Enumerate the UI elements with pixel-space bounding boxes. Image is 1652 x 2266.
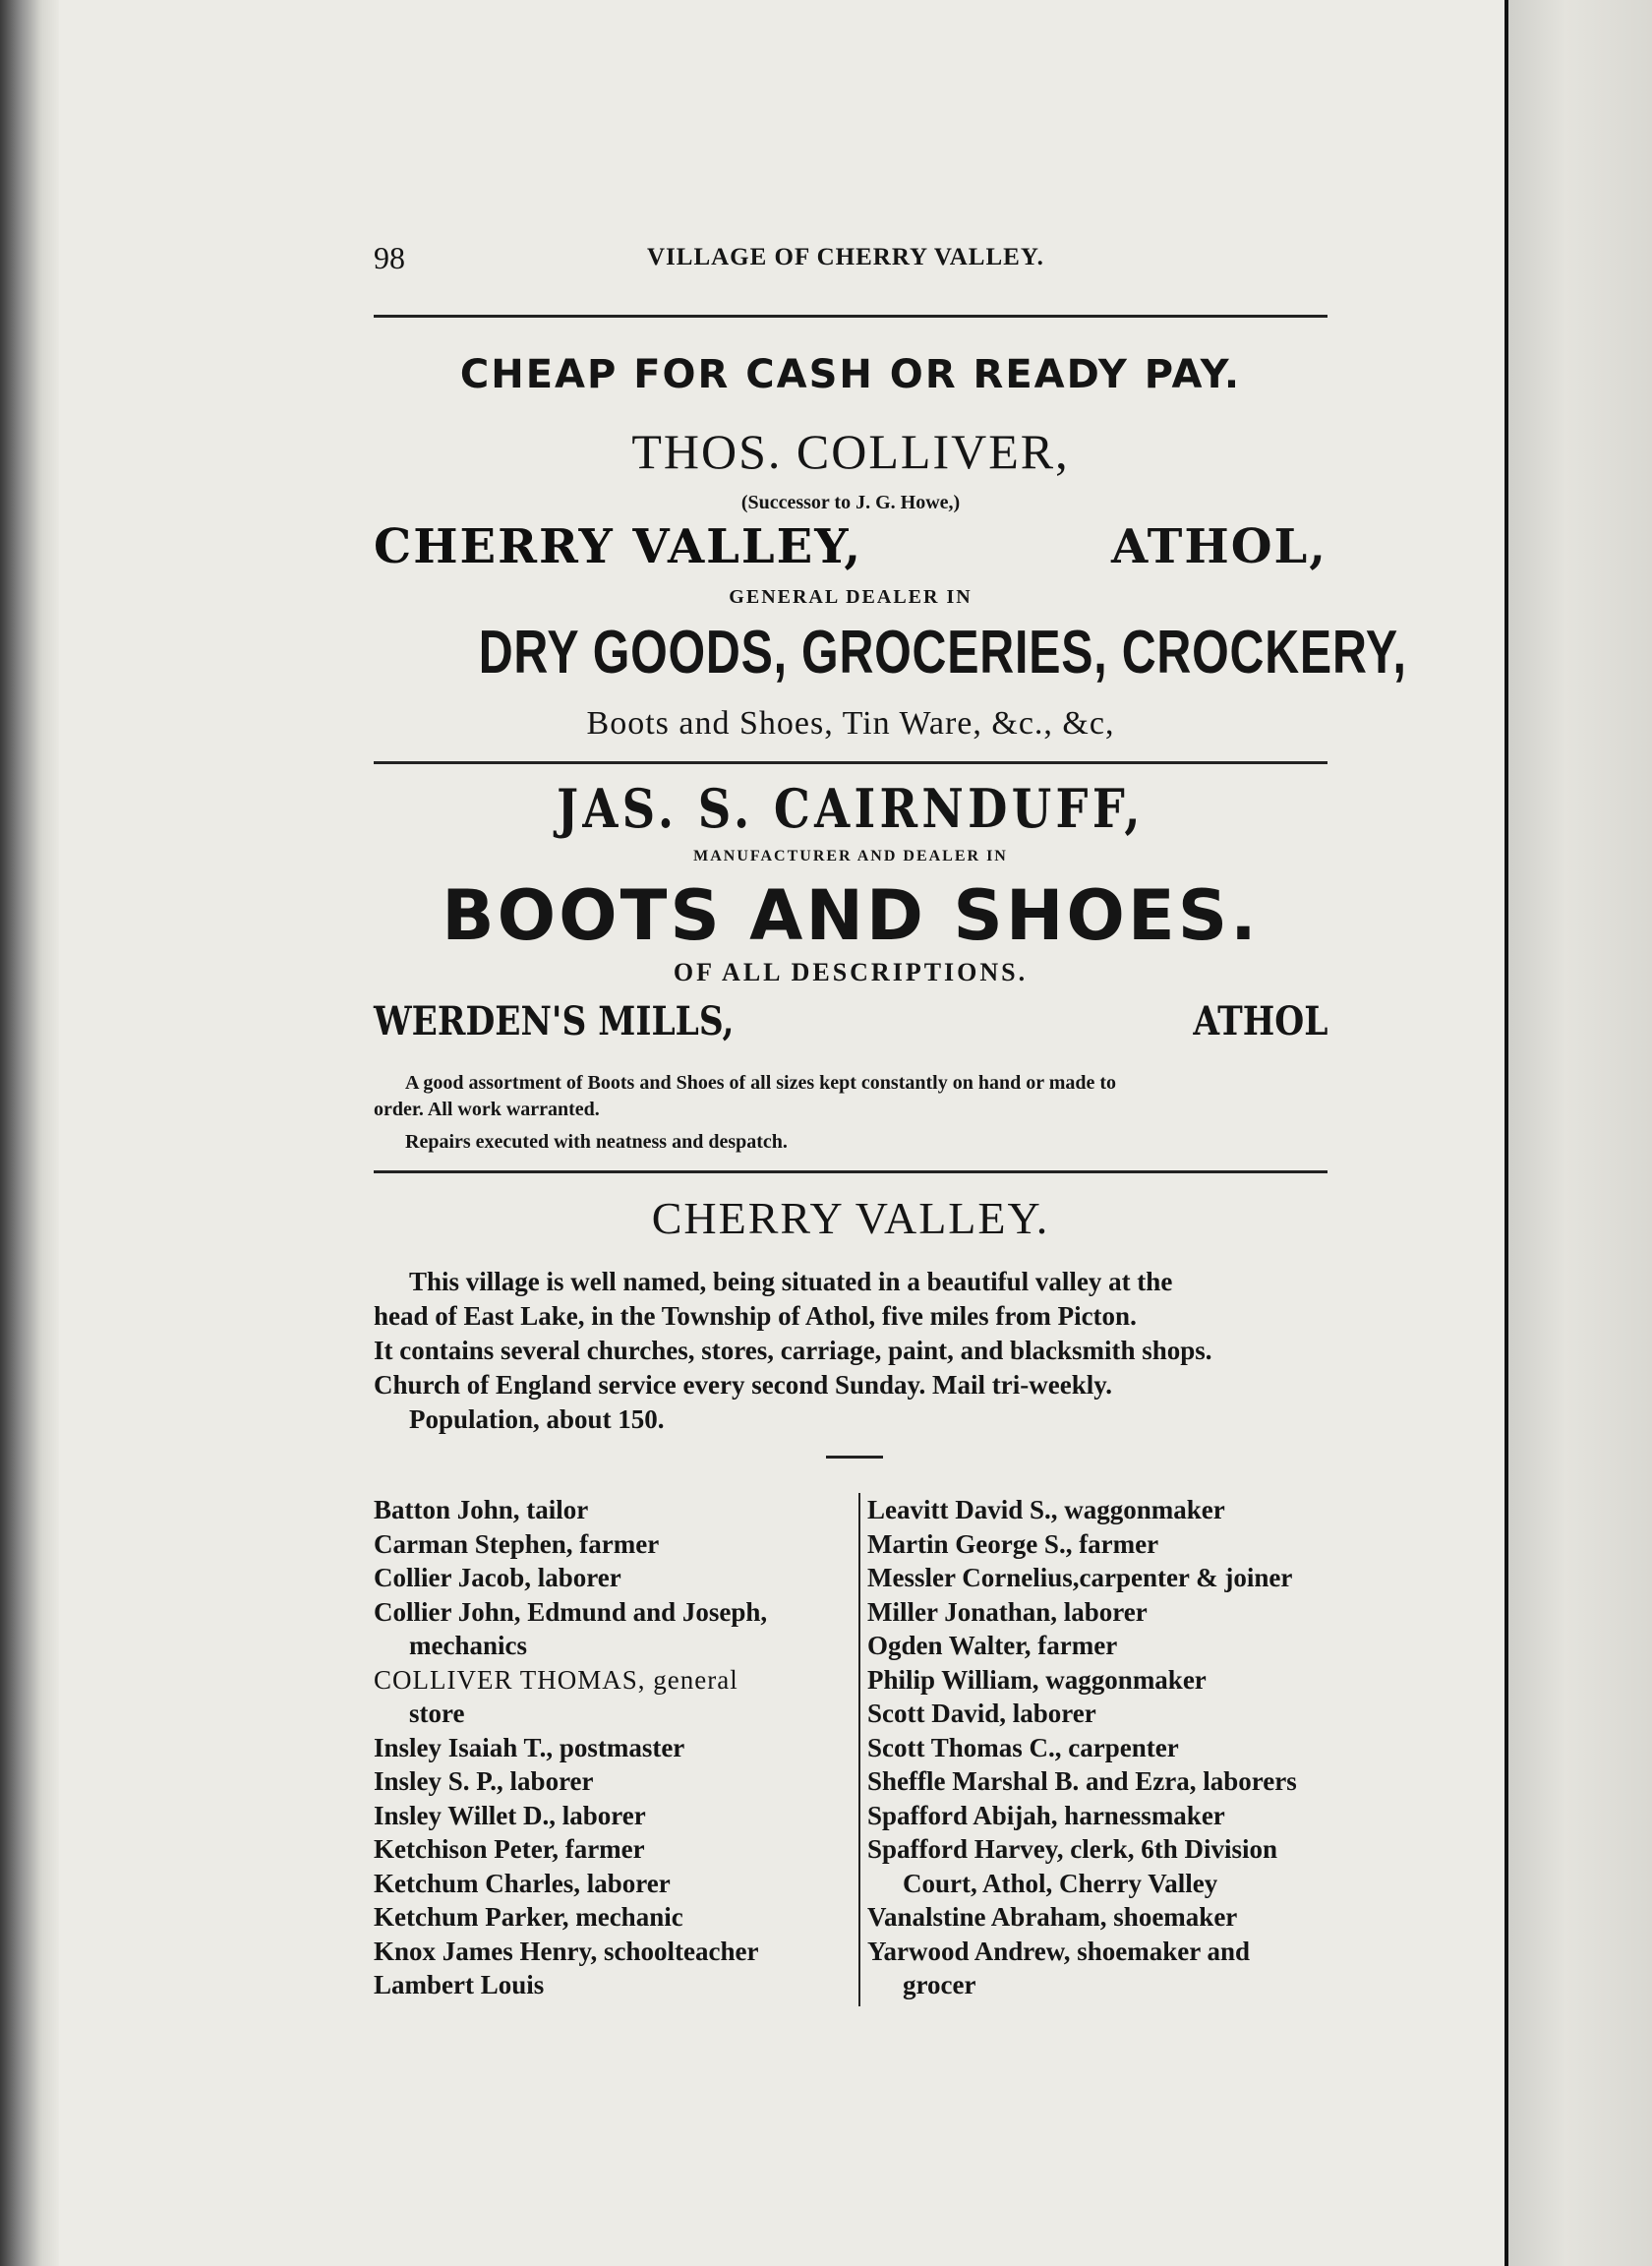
- ad-merchant-name: THOS. COLLIVER,: [631, 424, 1070, 479]
- directory-entry: Scott Thomas C., carpenter: [867, 1732, 1179, 1762]
- directory-column-right: [867, 1493, 1339, 2002]
- directory-entry: COLLIVER THOMAS, general: [374, 1664, 738, 1695]
- directory-entry: Batton John, tailor: [374, 1495, 589, 1524]
- divider-rule: [374, 761, 1328, 764]
- ad2-note-line: Repairs executed with neatness and despatch.: [405, 1131, 788, 1153]
- directory-entry: Ketchum Parker, mechanic: [374, 1902, 683, 1932]
- directory-entry: Insley Isaiah T., postmaster: [374, 1732, 685, 1762]
- directory-entry-continued: grocer: [903, 1970, 976, 1999]
- directory-entry: Collier Jacob, laborer: [374, 1563, 621, 1592]
- directory-entry-continued: Court, Athol, Cherry Valley: [903, 1868, 1218, 1898]
- directory-entry: Ketchum Charles, laborer: [374, 1868, 671, 1898]
- directory-entry: Lambert Louis: [374, 1970, 545, 1999]
- directory-entry: Yarwood Andrew, shoemaker and: [867, 1936, 1251, 1966]
- description-line: Population, about 150.: [409, 1404, 665, 1434]
- directory-entry: Knox James Henry, schoolteacher: [374, 1936, 759, 1966]
- column-divider: [858, 1493, 860, 2006]
- directory-entry: Sheffle Marshal B. and Ezra, laborers: [867, 1766, 1297, 1796]
- directory-entry-continued: store: [409, 1699, 465, 1728]
- ad-location-village: CHERRY VALLEY,: [374, 519, 863, 574]
- directory-entry-continued: mechanics: [409, 1631, 527, 1660]
- description-line: head of East Lake, in the Township of Athol, five miles from Picton.: [374, 1301, 1137, 1331]
- directory-entry: Scott David, laborer: [867, 1699, 1096, 1728]
- next-page-edge: [1508, 0, 1652, 2266]
- ad-goods: DRY GOODS, GROCERIES, CROCKERY,: [478, 619, 1407, 686]
- divider-rule: [374, 1170, 1328, 1173]
- section-title: CHERRY VALLEY.: [651, 1193, 1050, 1243]
- directory-entry: Collier John, Edmund and Joseph,: [374, 1596, 768, 1627]
- ad2-note-line: A good assortment of Boots and Shoes of all sizes kept constantly on hand or made to: [405, 1072, 1117, 1094]
- ad2-merchant-name: JAS. S. CAIRNDUFF,: [557, 777, 1145, 840]
- ad-successor-note: (Successor to J. G. Howe,): [740, 492, 961, 513]
- ad2-product-sub: OF ALL DESCRIPTIONS.: [673, 958, 1029, 986]
- book-spine: [0, 0, 59, 2266]
- directory-entry: Spafford Harvey, clerk, 6th Division: [867, 1834, 1277, 1864]
- ad-goods-more: Boots and Shoes, Tin Ware, &c., &c,: [586, 705, 1115, 742]
- ad2-product: BOOTS AND SHOES.: [442, 875, 1260, 956]
- description-line: Church of England service every second Sunday. Mail tri-weekly.: [374, 1370, 1113, 1400]
- ad-trade: GENERAL DEALER IN: [729, 586, 973, 608]
- directory-entry: Ogden Walter, farmer: [867, 1631, 1118, 1660]
- ad2-location-township: ATHOL: [1192, 998, 1328, 1044]
- page-number: 98: [374, 240, 405, 275]
- directory-entry: Miller Jonathan, laborer: [867, 1596, 1148, 1627]
- description-line: This village is well named, being situated in a beautiful valley at the: [409, 1267, 1173, 1296]
- page-header: [374, 240, 1328, 279]
- directory-entry: Insley Willet D., laborer: [374, 1800, 646, 1830]
- directory-entry: Carman Stephen, farmer: [374, 1528, 660, 1559]
- running-head: VILLAGE OF CHERRY VALLEY.: [647, 244, 1044, 270]
- section-description: [374, 1265, 1337, 1437]
- description-line: It contains several churches, stores, carriage, paint, and blacksmith shops.: [374, 1336, 1212, 1365]
- ad2-note: [374, 1070, 1328, 1156]
- directory-entry: Spafford Abijah, harnessmaker: [867, 1800, 1225, 1830]
- directory-entry: Messler Cornelius,carpenter & joiner: [867, 1563, 1293, 1592]
- directory-column-left: [374, 1493, 846, 2002]
- ad-headline: CHEAP FOR CASH OR READY PAY.: [459, 352, 1242, 397]
- ad2-note-line: order. All work warranted.: [374, 1099, 600, 1120]
- divider-rule: [374, 315, 1328, 318]
- directory-entry: Martin George S., farmer: [867, 1528, 1159, 1559]
- directory-entry: Philip William, waggonmaker: [867, 1664, 1207, 1695]
- directory-entry: Insley S. P., laborer: [374, 1766, 594, 1796]
- ad-location-township: ATHOL,: [1111, 519, 1328, 574]
- ad2-trade: MANUFACTURER AND DEALER IN: [693, 848, 1008, 865]
- short-rule: [826, 1456, 883, 1459]
- directory-entry: Ketchison Peter, farmer: [374, 1834, 645, 1864]
- ad2-location-village: WERDEN'S MILLS,: [374, 998, 735, 1044]
- directory-entry: Leavitt David S., waggonmaker: [867, 1495, 1225, 1524]
- directory-entry: Vanalstine Abraham, shoemaker: [867, 1902, 1238, 1932]
